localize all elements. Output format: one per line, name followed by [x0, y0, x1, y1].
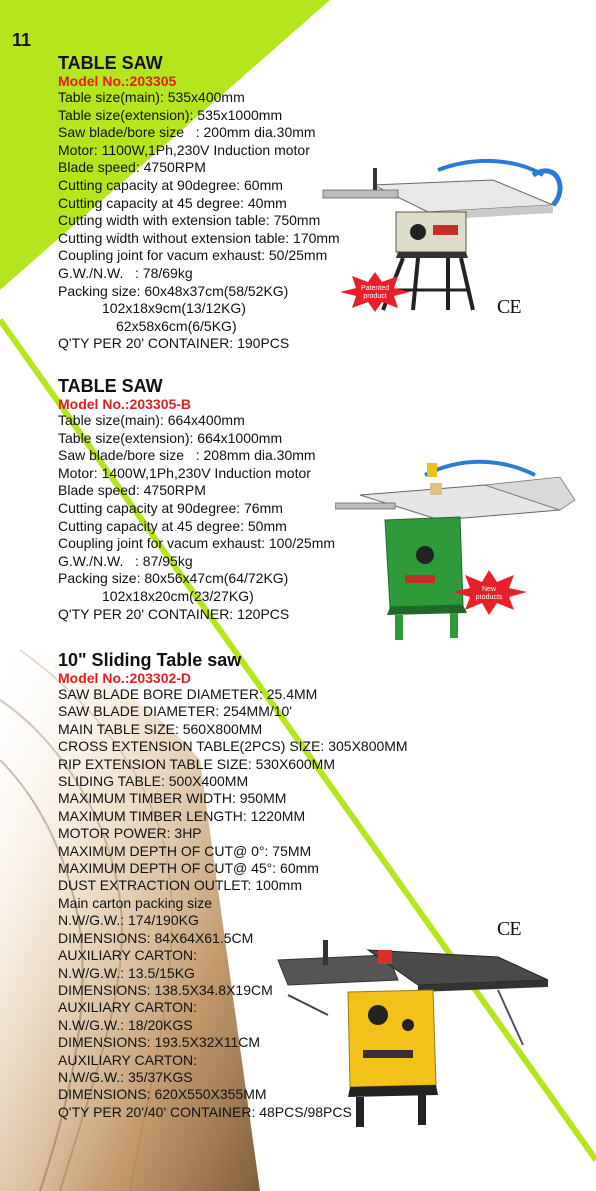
product-section-2: [58, 376, 335, 623]
spec-line: AUXILIARY CARTON:: [58, 947, 198, 964]
spec-line: G.W./N.W. : 78/69kg: [58, 264, 193, 281]
spec-line: DUST EXTRACTION OUTLET: 100mm: [58, 877, 303, 894]
spec-line: MAIN TABLE SIZE: 560X800MM: [58, 720, 263, 737]
spec-line: Main carton packing size: [58, 894, 213, 911]
container-qty: Q'TY PER 20'/40' CONTAINER: 48PCS/98PCS: [58, 1103, 352, 1120]
container-qty: Q'TY PER 20' CONTAINER: 120PCS: [58, 605, 290, 622]
spec-line: Blade speed: 4750RPM: [58, 482, 206, 499]
spec-line: MAXIMUM TIMBER WIDTH: 950MM: [58, 790, 287, 807]
product-section-1: [58, 53, 340, 353]
spec-line: SLIDING TABLE: 500X400MM: [58, 773, 249, 790]
container-qty: Q'TY PER 20' CONTAINER: 190PCS: [58, 335, 290, 352]
spec-line: Cutting capacity at 90degree: 76mm: [58, 499, 283, 516]
spec-line: Table size(main): 664x400mm: [58, 412, 245, 428]
spec-line: Cutting capacity at 45 degree: 40mm: [58, 194, 287, 211]
spec-line: Blade speed: 4750RPM: [58, 159, 206, 176]
ce-mark-1: CE: [497, 296, 521, 318]
spec-line: SAW BLADE BORE DIAMETER: 25.4MM: [58, 686, 318, 702]
spec-line: Coupling joint for vacum exhaust: 100/25mm: [58, 535, 336, 552]
handwheel-icon: [368, 1005, 388, 1025]
table-saw-image-2: [335, 455, 580, 645]
spec-line: SAW BLADE DIAMETER: 254MM/10': [58, 703, 292, 720]
ce-mark-2: CE: [497, 918, 521, 940]
model-number: Model No.:203305: [58, 73, 177, 89]
spec-line: Cutting width with extension table: 750mm: [58, 212, 321, 229]
model-number: Model No.:203302-D: [58, 670, 192, 686]
spec-line: MAXIMUM DEPTH OF CUT@ 0°: 75MM: [58, 842, 312, 859]
new-products-badge: [452, 570, 527, 615]
spec-line: AUXILIARY CARTON:: [58, 999, 198, 1016]
spec-line: 102x18x20cm(23/27KG): [102, 587, 254, 604]
spec-line: Table size(main): 535x400mm: [58, 89, 245, 105]
product-title: TABLE SAW: [58, 53, 163, 73]
spec-line: Motor: 1100W,1Ph,230V Induction motor: [58, 141, 310, 158]
handwheel-icon: [416, 546, 434, 564]
spec-line: Table size(extension): 664x1000mm: [58, 429, 283, 446]
spec-line: 102x18x9cm(13/12KG): [102, 300, 246, 317]
spec-line: CROSS EXTENSION TABLE(2PCS) SIZE: 305X800MM: [58, 738, 408, 755]
spec-line: N.W/G.W.: 174/190KG: [58, 912, 199, 929]
spec-line: N.W/G.W.: 35/37KGS: [58, 1068, 193, 1085]
spec-line: Motor: 1400W,1Ph,230V Induction motor: [58, 464, 311, 481]
spec-line: MAXIMUM DEPTH OF CUT@ 45°: 60mm: [58, 860, 319, 877]
spec-line: MAXIMUM TIMBER LENGTH: 1220MM: [58, 807, 306, 824]
spec-line: Cutting capacity at 90degree: 60mm: [58, 176, 283, 193]
spec-line: Packing size: 80x56x47cm(64/72KG): [58, 570, 289, 587]
product-title: 10" Sliding Table saw: [58, 650, 242, 670]
spec-line: Saw blade/bore size : 200mm dia.30mm: [58, 124, 316, 141]
spec-line: 62x58x6cm(6/5KG): [116, 317, 237, 334]
badge-text: Patented: [360, 285, 390, 292]
badge-text: New: [481, 586, 497, 593]
product-title: TABLE SAW: [58, 376, 163, 396]
spec-line: N.W/G.W.: 18/20KGS: [58, 1016, 193, 1033]
spec-line: DIMENSIONS: 138.5X34.8X19CM: [58, 981, 273, 998]
spec-line: Packing size: 60x48x37cm(58/52KG): [58, 282, 289, 299]
spec-line: Cutting capacity at 45 degree: 50mm: [58, 517, 287, 534]
spec-line: Coupling joint for vacum exhaust: 50/25mm: [58, 247, 328, 264]
svg-text:product: product: [363, 293, 387, 300]
patented-badge: [340, 272, 410, 312]
spec-line: G.W./N.W. : 87/95kg: [58, 552, 193, 569]
spec-line: MOTOR POWER: 3HP: [58, 825, 202, 842]
spec-line: DIMENSIONS: 84X64X61.5CM: [58, 929, 254, 946]
model-number: Model No.:203305-B: [58, 396, 192, 412]
handwheel-icon: [410, 224, 426, 240]
spec-line: Table size(extension): 535x1000mm: [58, 106, 283, 123]
spec-line: N.W/G.W.: 13.5/15KG: [58, 964, 195, 981]
spec-line: Saw blade/bore size : 208mm dia.30mm: [58, 447, 316, 464]
spec-line: AUXILIARY CARTON:: [58, 1051, 198, 1068]
page-number: 11: [12, 30, 32, 50]
spec-line: Cutting width without extension table: 170mm: [58, 229, 340, 246]
spec-line: DIMENSIONS: 620X550X355MM: [58, 1086, 267, 1103]
spec-line: DIMENSIONS: 193.5X32X11CM: [58, 1034, 261, 1051]
svg-text:products: products: [475, 594, 503, 601]
sliding-table-saw-image: [268, 935, 568, 1135]
spec-line: RIP EXTENSION TABLE SIZE: 530X600MM: [58, 755, 335, 772]
